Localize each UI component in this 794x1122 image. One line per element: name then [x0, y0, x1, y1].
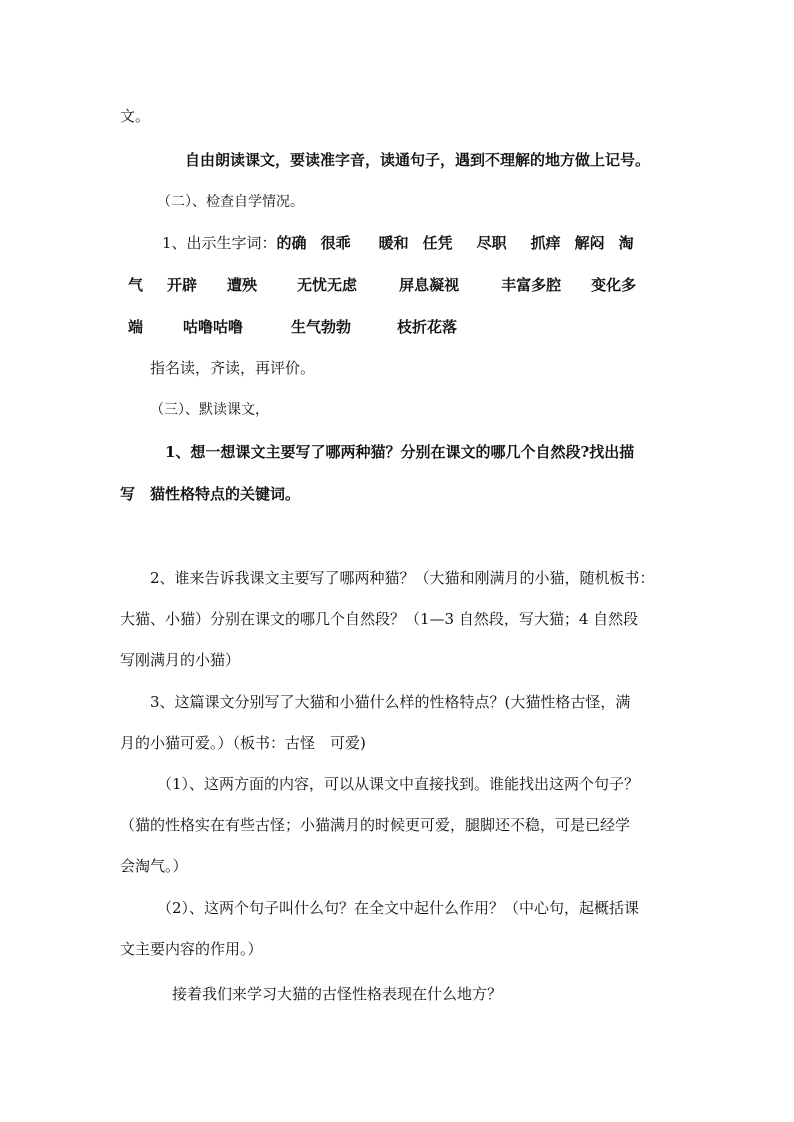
vocab-word: 屏息凝视 [399, 276, 460, 294]
vocab-word: 丰富多腔 [501, 276, 562, 294]
vocab-line [128, 317, 457, 337]
question-line: 1、想一想课文主要写了哪两种猫？分别在课文的哪几个自然段?找出描 [165, 443, 635, 461]
vocab-word: 咕噜咕噜 [183, 318, 244, 336]
vocab-line [162, 233, 634, 253]
vocab-word: 尽职 [476, 234, 507, 252]
vocab-word: 气 [128, 276, 144, 294]
paragraph-line: 指名读，齐读，再评价。 [150, 359, 316, 377]
vocab-word: 端 [128, 318, 144, 336]
paragraph-line: 月的小猫可爱。）（板书：古怪 可爱) [120, 734, 366, 752]
vocab-word: 遭殃 [227, 276, 258, 294]
vocab-word: 抓痒 [530, 234, 561, 252]
section-heading: （三）、默读课文， [150, 402, 269, 418]
paragraph-line: 自由朗读课文，要读准字音，读通句子，遇到不理解的地方做上记号。 [185, 151, 651, 169]
vocab-prefix: 1、出示生字词： [162, 234, 277, 252]
vocab-word: 暖和 [378, 234, 409, 252]
vocab-word: 很乖 [320, 234, 351, 252]
paragraph-line: 3、这篇课文分别写了大猫和小猫什么样的性格特点？(大猫性格古怪，满 [150, 693, 631, 711]
vocab-word: 的确 [276, 234, 307, 252]
paragraph-line: （猫的性格实在有些古怪；小猫满月的时候更可爱，腿脚还不稳，可是已经学 [120, 816, 631, 834]
vocab-line [128, 275, 636, 295]
vocab-word: 任凭 [422, 234, 453, 252]
vocab-word: 解闷 [574, 234, 605, 252]
vocab-word: 枝折花落 [397, 318, 458, 336]
question-line: 写 猫性格特点的关键词。 [120, 485, 301, 503]
paragraph-line: 会淘气。） [120, 857, 188, 875]
paragraph-line: 写刚满月的小猫） [120, 651, 241, 669]
section-heading: （二）、检查自学情况。 [157, 194, 304, 210]
paragraph-line: 大猫、小猫）分别在课文的哪几个自然段？（1—3 自然段，写大猫；4 自然段 [120, 610, 639, 628]
paragraph-line: （1）、这两方面的内容，可以从课文中直接找到。谁能找出这两个句子？ [157, 775, 640, 793]
paragraph-line: （2）、这两个句子叫什么句？在全文中起什么作用？（中心句，起概括课 [157, 899, 640, 917]
vocab-word: 生气勃勃 [291, 318, 352, 336]
vocab-word: 开辟 [167, 276, 198, 294]
paragraph-line: 文主要内容的作用。） [120, 940, 263, 958]
paragraph-line: 2、谁来告诉我课文主要写了哪两种猫？（大猫和刚满月的小猫，随机板书： [150, 569, 655, 587]
paragraph-line: 文。 [120, 107, 151, 125]
paragraph-line: 接着我们来学习大猫的古怪性格表现在什么地方？ [172, 985, 503, 1003]
vocab-word: 无忧无虑 [297, 276, 358, 294]
vocab-word: 淘 [618, 234, 634, 252]
vocab-word: 变化多 [591, 276, 637, 294]
